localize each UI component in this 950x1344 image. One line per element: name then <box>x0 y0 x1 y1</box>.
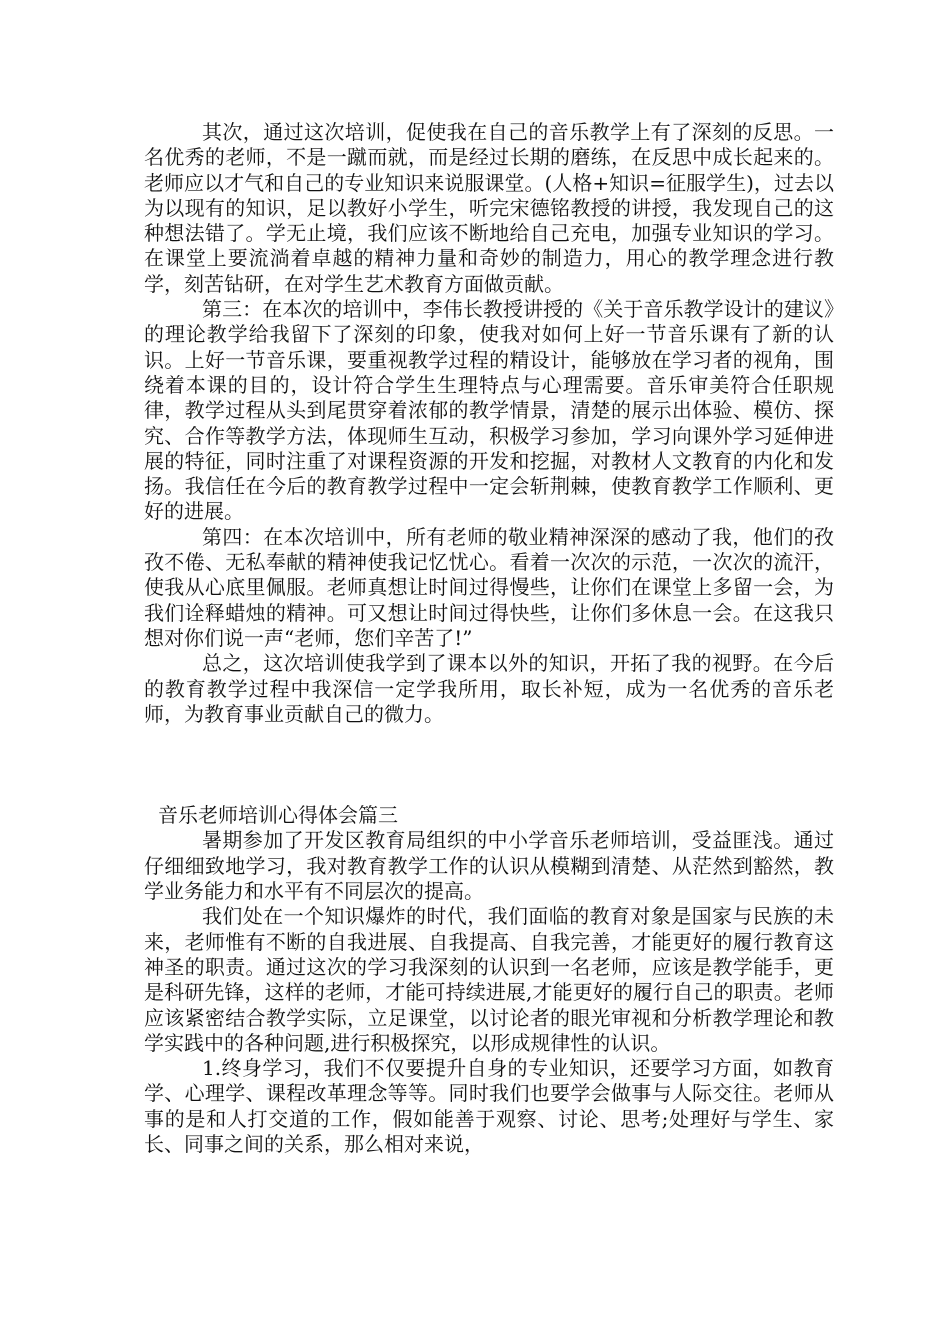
section-spacer <box>144 727 834 803</box>
section-three-title: 音乐老师培训心得体会篇三 <box>158 803 398 828</box>
paragraph-lifelong-learning: 1.终身学习，我们不仅要提升自身的专业知识，还要学习方面，如教育学、心理学、课程改革理念等等。同时我们也要学会做事与人际交往。老师从事的是和人打交道的工作，假如能善于观察、讨论、思考;处理好与学生、家长、同事之间的关系，那么相对来说， <box>144 1056 834 1156</box>
paragraph-knowledge-era: 我们处在一个知识爆炸的时代，我们面临的教育对象是国家与民族的未来，老师惟有不断的自我进展、自我提高、自我完善，才能更好的履行教育这神圣的职责。通过这次的学习我深刻的认识到一名老师，应该是教学能手，更是科研先锋，这样的老师，才能可持续进展,才能更好的履行自己的职责。老师应该紧密结合教学实际，立足课堂，以讨论者的眼光审视和分析教学理论和教学实践中的各种问题,进行积极探究，以形成规律性的认识。 <box>144 904 834 1055</box>
document-page <box>144 120 834 1157</box>
paragraph-summer-training: 暑期参加了开发区教育局组织的中小学音乐老师培训，受益匪浅。通过仔细细致地学习，我对教育教学工作的认识从模糊到清楚、从茫然到豁然，教学业务能力和水平有不同层次的提高。 <box>144 828 834 904</box>
paragraph-fourth-point: 第四：在本次培训中，所有老师的敬业精神深深的感动了我，他们的孜孜不倦、无私奉献的精神使我记忆忧心。看着一次次的示范，一次次的流汗，使我从心底里佩服。老师真想让时间过得慢些，让你们在课堂上多留一会，为我们诠释蜡烛的精神。可又想让时间过得快些，让你们多休息一会。在这我只想对你们说一声“老师，您们辛苦了!” <box>144 524 834 650</box>
paragraph-third-point: 第三：在本次的培训中，李伟长教授讲授的《关于音乐教学设计的建议》的理论教学给我留下了深刻的印象，使我对如何上好一节音乐课有了新的认识。上好一节音乐课，要重视教学过程的精设计，能够放在学习者的视角，围绕着本课的目的，设计符合学生生理特点与心理需要。音乐审美符合任职规律，教学过程从头到尾贯穿着浓郁的教学情景，清楚的展示出体验、模仿、探究、合作等教学方法，体现师生互动，积极学习参加，学习向课外学习延伸进展的特征，同时注重了对课程资源的开发和挖掘，对教材人文教育的内化和发扬。我信任在今后的教育教学过程中一定会斩荆棘，使教育教学工作顺利、更好的进展。 <box>144 297 834 524</box>
paragraph-reflection: 其次，通过这次培训，促使我在自己的音乐教学上有了深刻的反思。一名优秀的老师，不是一蹴而就，而是经过长期的磨练，在反思中成长起来的。老师应以才气和自己的专业知识来说服课堂。(人格+知识=征服学生)，过去以为以现有的知识，足以教好小学生，听完宋德铭教授的讲授，我发现自己的这种想法错了。学无止境，我们应该不断地给自己充电，加强专业知识的学习。在课堂上要流淌着卓越的精神力量和奇妙的制造力，用心的教学理念进行教学，刻苦钻研，在对学生艺术教育方面做贡献。 <box>144 120 834 296</box>
paragraph-conclusion: 总之，这次培训使我学到了课本以外的知识，开拓了我的视野。在今后的教育教学过程中我深信一定学我所用，取长补短，成为一名优秀的音乐老师，为教育事业贡献自己的微力。 <box>144 651 834 726</box>
